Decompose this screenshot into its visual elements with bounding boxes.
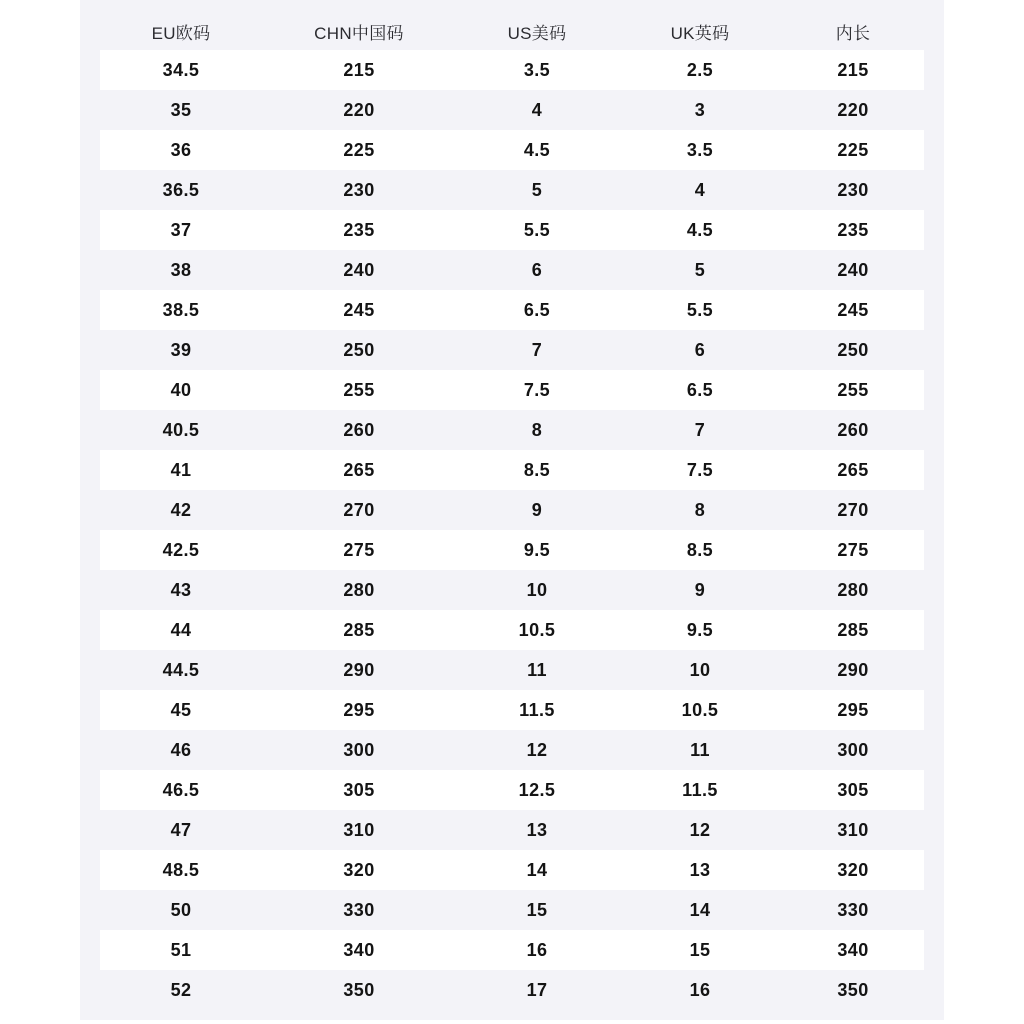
cell: 330 <box>343 899 375 920</box>
cell: 46 <box>170 739 192 760</box>
table-row <box>100 370 924 410</box>
cell: 52 <box>170 979 192 1000</box>
cell: 280 <box>343 579 375 600</box>
cell: 305 <box>837 779 869 800</box>
column-header-us: US美码 <box>507 23 567 43</box>
cell: 8.5 <box>523 459 551 480</box>
cell: 35 <box>170 99 192 120</box>
cell: 255 <box>837 379 869 400</box>
cell: 44 <box>170 619 192 640</box>
cell: 230 <box>837 179 869 200</box>
cell: 9.5 <box>523 539 551 560</box>
cell: 330 <box>837 899 869 920</box>
cell: 215 <box>837 59 869 80</box>
cell: 295 <box>343 699 375 720</box>
cell: 14 <box>526 859 548 880</box>
table-row <box>100 90 924 130</box>
table-row <box>100 650 924 690</box>
cell: 250 <box>837 339 869 360</box>
cell: 7.5 <box>523 379 551 400</box>
cell: 275 <box>837 539 869 560</box>
cell: 42.5 <box>162 539 200 560</box>
cell: 40 <box>170 379 192 400</box>
table-row <box>100 130 924 170</box>
cell: 16 <box>689 979 711 1000</box>
cell: 235 <box>343 219 375 240</box>
cell: 7 <box>694 419 706 440</box>
cell: 11 <box>527 659 547 680</box>
table-row <box>100 890 924 930</box>
cell: 285 <box>837 619 869 640</box>
cell: 8 <box>694 499 706 520</box>
cell: 36.5 <box>162 179 200 200</box>
cell: 43 <box>170 579 192 600</box>
cell: 10.5 <box>681 699 719 720</box>
table-row <box>100 730 924 770</box>
cell: 45 <box>170 699 192 720</box>
cell: 7 <box>531 339 543 360</box>
cell: 265 <box>837 459 869 480</box>
cell: 5.5 <box>686 299 714 320</box>
cell: 300 <box>343 739 375 760</box>
cell: 265 <box>343 459 375 480</box>
cell: 290 <box>837 659 869 680</box>
cell: 48.5 <box>162 859 200 880</box>
cell: 38 <box>170 259 192 280</box>
table-body <box>80 50 944 1010</box>
cell: 220 <box>343 99 375 120</box>
cell: 15 <box>526 899 548 920</box>
cell: 6 <box>531 259 543 280</box>
cell: 270 <box>837 499 869 520</box>
cell: 10 <box>689 659 711 680</box>
cell: 13 <box>689 859 711 880</box>
table-row <box>100 330 924 370</box>
size-chart-panel <box>80 0 944 1020</box>
cell: 34.5 <box>162 59 200 80</box>
cell: 14 <box>689 899 711 920</box>
cell: 6 <box>694 339 706 360</box>
cell: 340 <box>837 939 869 960</box>
cell: 12 <box>689 819 711 840</box>
cell: 6.5 <box>523 299 551 320</box>
cell: 36 <box>170 139 192 160</box>
cell: 44.5 <box>162 659 200 680</box>
table-row <box>100 250 924 290</box>
table-row <box>100 970 924 1010</box>
cell: 245 <box>343 299 375 320</box>
cell: 340 <box>343 939 375 960</box>
cell: 3.5 <box>686 139 714 160</box>
cell: 13 <box>526 819 548 840</box>
cell: 215 <box>343 59 375 80</box>
cell: 5.5 <box>523 219 551 240</box>
cell: 350 <box>343 979 375 1000</box>
cell: 4.5 <box>686 219 714 240</box>
cell: 47 <box>170 819 192 840</box>
cell: 5 <box>694 259 706 280</box>
table-row <box>100 290 924 330</box>
cell: 17 <box>526 979 548 1000</box>
cell: 3 <box>694 99 706 120</box>
cell: 8.5 <box>686 539 714 560</box>
cell: 15 <box>689 939 711 960</box>
cell: 250 <box>343 339 375 360</box>
table-row <box>100 770 924 810</box>
table-row <box>100 490 924 530</box>
cell: 51 <box>170 939 192 960</box>
cell: 235 <box>837 219 869 240</box>
cell: 4 <box>694 179 706 200</box>
cell: 350 <box>837 979 869 1000</box>
table-row <box>100 570 924 610</box>
table-row <box>100 690 924 730</box>
column-header-chn: CHN中国码 <box>314 23 404 43</box>
table-row <box>100 410 924 450</box>
cell: 38.5 <box>162 299 200 320</box>
cell: 310 <box>343 819 375 840</box>
cell: 260 <box>837 419 869 440</box>
column-header-insole-length: 内长 <box>835 23 871 43</box>
cell: 10 <box>526 579 548 600</box>
cell: 260 <box>343 419 375 440</box>
cell: 10.5 <box>518 619 556 640</box>
cell: 11.5 <box>519 699 555 720</box>
cell: 7.5 <box>686 459 714 480</box>
cell: 42 <box>170 499 192 520</box>
cell: 12.5 <box>518 779 556 800</box>
cell: 270 <box>343 499 375 520</box>
cell: 305 <box>343 779 375 800</box>
table-row <box>100 530 924 570</box>
cell: 50 <box>170 899 192 920</box>
cell: 9 <box>694 579 706 600</box>
cell: 220 <box>837 99 869 120</box>
cell: 300 <box>837 739 869 760</box>
cell: 285 <box>343 619 375 640</box>
table-row <box>100 50 924 90</box>
cell: 255 <box>343 379 375 400</box>
cell: 245 <box>837 299 869 320</box>
cell: 16 <box>526 939 548 960</box>
cell: 11.5 <box>682 779 718 800</box>
column-header-uk: UK英码 <box>670 23 730 43</box>
cell: 320 <box>343 859 375 880</box>
cell: 41 <box>170 459 192 480</box>
cell: 37 <box>170 219 192 240</box>
cell: 290 <box>343 659 375 680</box>
table-row <box>100 450 924 490</box>
cell: 12 <box>526 739 548 760</box>
cell: 230 <box>343 179 375 200</box>
cell: 4.5 <box>523 139 551 160</box>
cell: 9.5 <box>686 619 714 640</box>
cell: 275 <box>343 539 375 560</box>
cell: 240 <box>343 259 375 280</box>
cell: 39 <box>170 339 192 360</box>
table-row <box>100 850 924 890</box>
cell: 320 <box>837 859 869 880</box>
table-row <box>100 610 924 650</box>
cell: 2.5 <box>686 59 714 80</box>
cell: 225 <box>837 139 869 160</box>
cell: 225 <box>343 139 375 160</box>
cell: 40.5 <box>162 419 200 440</box>
cell: 310 <box>837 819 869 840</box>
cell: 4 <box>531 99 543 120</box>
cell: 280 <box>837 579 869 600</box>
cell: 9 <box>531 499 543 520</box>
table-row <box>100 170 924 210</box>
cell: 8 <box>531 419 543 440</box>
table-row <box>100 930 924 970</box>
table-row <box>100 810 924 850</box>
cell: 3.5 <box>523 59 551 80</box>
cell: 11 <box>690 739 710 760</box>
cell: 295 <box>837 699 869 720</box>
table-header-row <box>100 0 924 50</box>
cell: 240 <box>837 259 869 280</box>
cell: 6.5 <box>686 379 714 400</box>
cell: 5 <box>531 179 543 200</box>
table-row <box>100 210 924 250</box>
cell: 46.5 <box>162 779 200 800</box>
column-header-eu: EU欧码 <box>151 23 211 43</box>
